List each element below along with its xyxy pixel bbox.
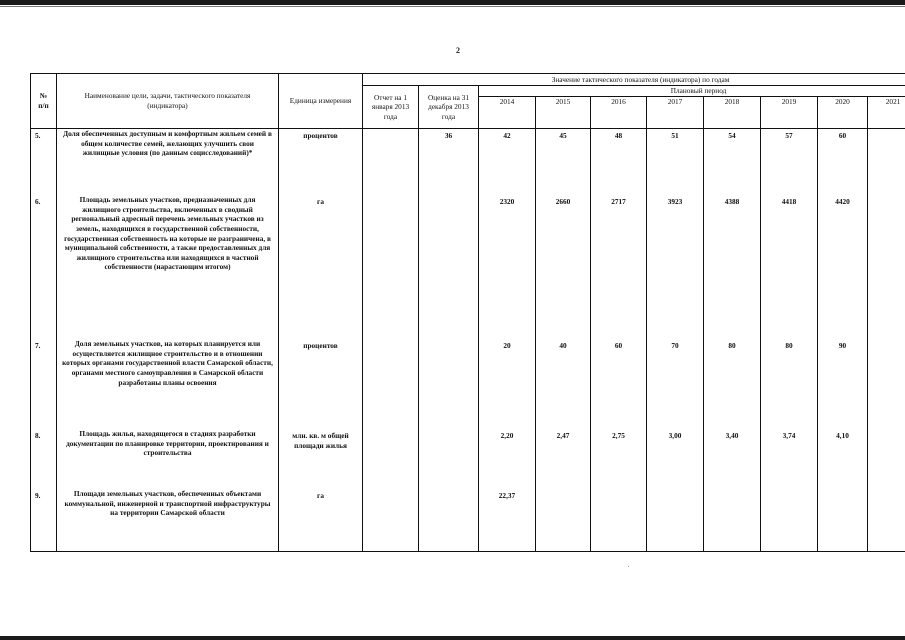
value-cell: 42 (479, 129, 536, 196)
header-year: 2014 (479, 97, 536, 129)
value-cell: 2,20 (479, 429, 536, 489)
value-cell (704, 489, 761, 552)
row-number: 9. (31, 489, 57, 552)
header-year: 2021 (868, 97, 905, 129)
indicator-name: Доля обеспеченных доступным и комфортным жильем семей в общем количестве семей, желающих улучшить свои жилищные условия (по данным социсследований)* (57, 129, 279, 196)
estimate-cell (419, 489, 479, 552)
estimate-cell (419, 339, 479, 429)
header-num: № п/п (31, 74, 57, 129)
indicator-name: Площади земельных участков, обеспеченных объектами коммунальной, инженерной и транспортной инфраструктуры на территории Самарской области (57, 489, 279, 552)
value-cell (591, 489, 647, 552)
report-cell (363, 339, 419, 429)
value-cell (868, 489, 905, 552)
scan-bottom-edge (0, 636, 905, 640)
scan-top-edge (0, 0, 905, 5)
table-row (31, 429, 905, 489)
row-number: 7. (31, 339, 57, 429)
header-year: 2018 (704, 97, 761, 129)
header-planned: Плановый период (479, 86, 905, 97)
value-cell: 2,75 (591, 429, 647, 489)
value-cell: 3923 (647, 195, 704, 339)
header-unit: Единица измерения (279, 74, 363, 129)
row-number: 5. (31, 129, 57, 196)
estimate-cell (419, 195, 479, 339)
report-cell (363, 129, 419, 196)
indicator-name: Площадь земельных участков, предназначенных для жилищного строительства, включенных в сводный региональный адресный перечень земельных участков из земель, находящихся в государственной собственности, государственная собственность на которые не разграничена, в муниципальной собственности, а также предоставленных для жилищного строительства или находящихся в частной собственности (нарастающим итогом) (57, 195, 279, 339)
indicator-name: Площадь жилья, находящегося в стадиях разработки документации по планировке территории, проектирования и строительства (57, 429, 279, 489)
unit-cell: процентов (279, 339, 363, 429)
value-cell: 48 (591, 129, 647, 196)
value-cell: 57 (761, 129, 818, 196)
value-cell: 60 (818, 129, 868, 196)
value-cell: 2320 (479, 195, 536, 339)
value-cell: 4388 (704, 195, 761, 339)
header-estimate: Оценка на 31 декабря 2013 года (419, 86, 479, 129)
header-year: 2015 (536, 97, 591, 129)
value-cell: 90 (818, 339, 868, 429)
value-cell (868, 429, 905, 489)
value-cell: 2,47 (536, 429, 591, 489)
value-cell: 3,00 (647, 429, 704, 489)
value-cell (647, 489, 704, 552)
value-cell (868, 339, 905, 429)
scan-top-edge-line (0, 6, 905, 7)
report-cell (363, 489, 419, 552)
value-cell: 45 (536, 129, 591, 196)
indicator-name: Доля земельных участков, на которых планируется или осуществляется жилищное строительство и в отношении которых органами государственной власти Самарской области, органами местного самоуправления в Самарской области разработаны планы освоения (57, 339, 279, 429)
report-cell (363, 195, 419, 339)
table-row (31, 339, 905, 429)
indicators-table (30, 73, 905, 552)
table-row (31, 129, 905, 196)
estimate-cell: 36 (419, 129, 479, 196)
estimate-cell (419, 429, 479, 489)
value-cell: 80 (704, 339, 761, 429)
value-cell: 4418 (761, 195, 818, 339)
value-cell (868, 129, 905, 196)
value-cell: 20 (479, 339, 536, 429)
header-report: Отчет на 1 января 2013 года (363, 86, 419, 129)
value-cell: 4420 (818, 195, 868, 339)
header-year: 2019 (761, 97, 818, 129)
value-cell: 2660 (536, 195, 591, 339)
header-year: 2017 (647, 97, 704, 129)
unit-cell: процентов (279, 129, 363, 196)
value-cell (536, 489, 591, 552)
value-cell (761, 489, 818, 552)
scan-speck (628, 566, 629, 567)
header-year: 2016 (591, 97, 647, 129)
value-cell: 40 (536, 339, 591, 429)
value-cell: 54 (704, 129, 761, 196)
value-cell: 80 (761, 339, 818, 429)
report-cell (363, 429, 419, 489)
header-name: Наименование цели, задачи, тактического показателя (индикатора) (57, 74, 279, 129)
unit-cell: млн. кв. м общей площади жилья (279, 429, 363, 489)
page-number: 2 (456, 46, 460, 55)
value-cell: 22,37 (479, 489, 536, 552)
value-cell: 4,10 (818, 429, 868, 489)
value-cell: 3,74 (761, 429, 818, 489)
value-cell: 70 (647, 339, 704, 429)
table-row (31, 195, 905, 339)
header-group: Значение тактического показателя (индикатора) по годам (363, 74, 905, 86)
header-year: 2020 (818, 97, 868, 129)
row-number: 8. (31, 429, 57, 489)
value-cell: 2717 (591, 195, 647, 339)
table-row (31, 489, 905, 552)
unit-cell: га (279, 489, 363, 552)
row-number: 6. (31, 195, 57, 339)
value-cell (868, 195, 905, 339)
unit-cell: га (279, 195, 363, 339)
value-cell: 60 (591, 339, 647, 429)
value-cell (818, 489, 868, 552)
value-cell: 51 (647, 129, 704, 196)
value-cell: 3,40 (704, 429, 761, 489)
